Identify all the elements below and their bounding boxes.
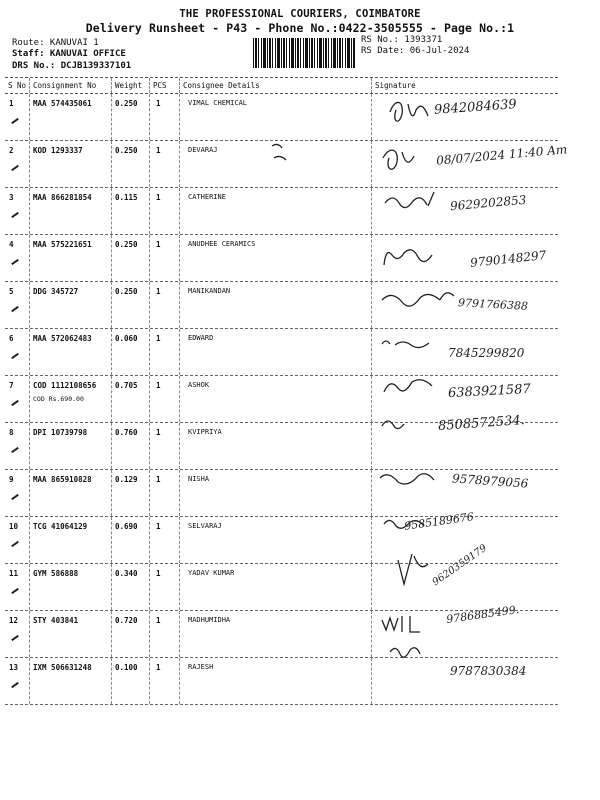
- consignee-name: MADHUMIDHA: [188, 616, 231, 624]
- col-consignee: Consignee Details: [183, 81, 260, 90]
- weight-value: 0.250: [115, 287, 138, 296]
- col-consignment: Consignment No: [33, 81, 97, 90]
- col-weight: Weight: [115, 81, 143, 90]
- serial-number: 13: [9, 663, 19, 672]
- serial-number: 8: [9, 428, 14, 437]
- consignment-number: TCG 41064129: [33, 522, 88, 531]
- weight-value: 0.705: [115, 381, 138, 390]
- signature-note-9: 9578979056: [451, 471, 529, 491]
- signature-note-10: 9585189676: [403, 510, 475, 533]
- runsheet-title: Delivery Runsheet - P43 - Phone No.:0422-3505555 - Page No.:1: [85, 21, 515, 35]
- serial-number: 1: [9, 99, 14, 108]
- signature-note-8: 8508572534.: [437, 412, 526, 435]
- serial-number: 4: [9, 240, 14, 249]
- signature-note-7: 6383921587: [447, 381, 532, 402]
- consignment-number: GYM 586888: [33, 569, 79, 578]
- serial-number: 10: [9, 522, 19, 531]
- signature-note-6: 7845299820: [448, 346, 525, 360]
- signature-note-1: 9842084639: [433, 97, 518, 118]
- consignee-name: DEVARAJ: [188, 146, 218, 154]
- weight-value: 0.060: [115, 334, 138, 343]
- consignee-name: MANIKANDAN: [188, 287, 231, 295]
- consignee-name: ANUDHEE CERAMICS: [188, 240, 256, 248]
- drs-label: DRS No.: DCJB139337101: [12, 61, 132, 71]
- consignee-name: SELVARAJ: [188, 522, 222, 530]
- consignment-number: MAA 866281854: [33, 193, 92, 202]
- consignee-name: RAJESH: [188, 663, 214, 671]
- col-signature: Signature: [375, 81, 416, 90]
- weight-value: 0.340: [115, 569, 138, 578]
- consignment-number: MAA 575221651: [33, 240, 92, 249]
- consignment-number: STY 403841: [33, 616, 79, 625]
- route-label: Route: KANUVAI 1: [12, 38, 99, 48]
- consignment-number: MAA 572062483: [33, 334, 92, 343]
- signature-note-12: 9786885499.: [445, 602, 521, 627]
- staff-label: Staff: KANUVAI OFFICE: [12, 49, 126, 59]
- signature-note-11: 9620359179: [430, 542, 490, 589]
- consignment-number: COD 1112108656: [33, 381, 97, 390]
- cod-amount: COD Rs.690.00: [33, 395, 84, 403]
- pieces-count: 1: [156, 193, 161, 202]
- serial-number: 2: [9, 146, 14, 155]
- consignment-number: MAA 865910828: [33, 475, 92, 484]
- serial-number: 7: [9, 381, 14, 390]
- pieces-count: 1: [156, 569, 161, 578]
- weight-value: 0.250: [115, 240, 138, 249]
- serial-number: 9: [9, 475, 14, 484]
- consignee-name: CATHERINE: [188, 193, 226, 201]
- pieces-count: 1: [156, 475, 161, 484]
- rs-date: RS Date: 06-Jul-2024: [361, 46, 470, 56]
- serial-number: 6: [9, 334, 14, 343]
- signature-note-13: 9787830384: [450, 664, 527, 678]
- col-pcs: PCS: [153, 81, 167, 90]
- pieces-count: 1: [156, 381, 161, 390]
- company-title: THE PROFESSIONAL COURIERS, COIMBATORE: [179, 8, 421, 20]
- pieces-count: 1: [156, 522, 161, 531]
- weight-value: 0.720: [115, 616, 138, 625]
- weight-value: 0.250: [115, 99, 138, 108]
- consignee-name: VIMAL CHEMICAL: [188, 99, 248, 107]
- weight-value: 0.100: [115, 663, 138, 672]
- consignee-name: NISHA: [188, 475, 210, 483]
- pieces-count: 1: [156, 616, 161, 625]
- signature-note-5: 9791766388: [457, 296, 529, 313]
- serial-number: 5: [9, 287, 14, 296]
- consignment-number: DDG 345727: [33, 287, 79, 296]
- consignment-number: DPI 10739798: [33, 428, 88, 437]
- serial-number: 3: [9, 193, 14, 202]
- weight-value: 0.690: [115, 522, 138, 531]
- signature-note-2: 08/07/2024 11:40 Am: [435, 142, 568, 168]
- pieces-count: 1: [156, 99, 161, 108]
- pieces-count: 1: [156, 287, 161, 296]
- rs-number: RS No.: 1393371: [361, 35, 443, 45]
- weight-value: 0.250: [115, 146, 138, 155]
- weight-value: 0.115: [115, 193, 138, 202]
- pieces-count: 1: [156, 334, 161, 343]
- consignment-number: MAA 574435061: [33, 99, 92, 108]
- signature-note-3: 9629202853: [449, 192, 527, 214]
- consignee-name: EDWARD: [188, 334, 214, 342]
- col-sno: S No: [8, 81, 27, 90]
- pieces-count: 1: [156, 663, 161, 672]
- consignment-number: IXM 506631248: [33, 663, 92, 672]
- weight-value: 0.129: [115, 475, 138, 484]
- serial-number: 11: [9, 569, 19, 578]
- consignment-number: KOD 1293337: [33, 146, 83, 155]
- serial-number: 12: [9, 616, 19, 625]
- pieces-count: 1: [156, 146, 161, 155]
- weight-value: 0.760: [115, 428, 138, 437]
- consignee-name: ASHOK: [188, 381, 210, 389]
- signature-note-4: 9790148297: [469, 248, 547, 270]
- pieces-count: 1: [156, 428, 161, 437]
- pieces-count: 1: [156, 240, 161, 249]
- consignee-name: YADAV KUMAR: [188, 569, 235, 577]
- consignee-name: KVIPRIYA: [188, 428, 222, 436]
